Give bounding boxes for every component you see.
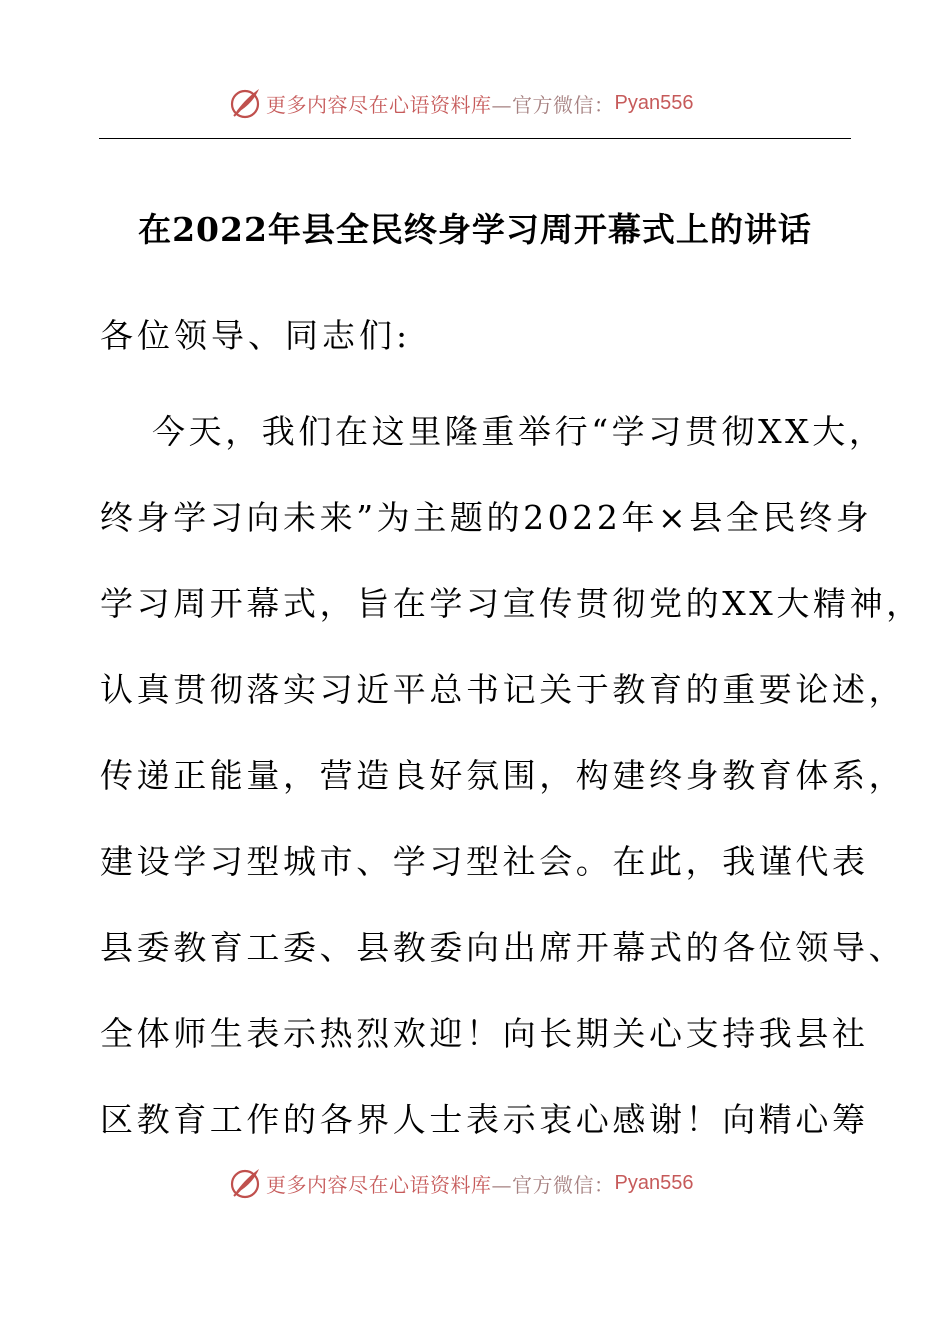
body-line: 传递正能量，营造良好氛围，构建终身教育体系， bbox=[100, 756, 906, 795]
footer-watermark bbox=[228, 1163, 693, 1203]
body-line: 全体师生表示热烈欢迎！向长期关心支持我县社 bbox=[100, 1014, 869, 1053]
header-rule bbox=[99, 138, 851, 139]
watermark-text-red: 更多内容尽在心语资料库 bbox=[266, 1172, 492, 1197]
body-line: 建设学习型城市、学习型社会。在此，我谨代表 bbox=[100, 842, 869, 881]
watermark-text-gray: —官方微信： bbox=[491, 1172, 615, 1197]
document-title: 在2022年县全民终身学习周开幕式上的讲话 bbox=[138, 210, 812, 249]
body-line: 区教育工作的各界人士表示衷心感谢！向精心筹 bbox=[100, 1100, 869, 1139]
body-line: 认真贯彻落实习近平总书记关于教育的重要论述， bbox=[100, 670, 906, 709]
body-line: 学习周开幕式，旨在学习宣传贯彻党的XX大精神， bbox=[100, 584, 923, 623]
body-line: 终身学习向未来”为主题的2022年×县全民终身 bbox=[100, 498, 873, 537]
quill-pen-logo-icon bbox=[228, 86, 262, 120]
salutation: 各位领导、同志们: bbox=[100, 316, 412, 355]
quill-pen-logo-icon bbox=[228, 1166, 262, 1200]
watermark-wechat-id: Pyan556 bbox=[614, 1171, 694, 1194]
body-line: 今天，我们在这里隆重举行“学习贯彻XX大， bbox=[152, 412, 886, 451]
header-watermark bbox=[228, 83, 693, 123]
watermark-wechat-id: Pyan556 bbox=[614, 91, 694, 114]
watermark-text-red: 更多内容尽在心语资料库 bbox=[266, 92, 492, 117]
watermark-text-gray: —官方微信： bbox=[491, 92, 615, 117]
body-line: 县委教育工委、县教委向出席开幕式的各位领导、 bbox=[100, 928, 906, 967]
